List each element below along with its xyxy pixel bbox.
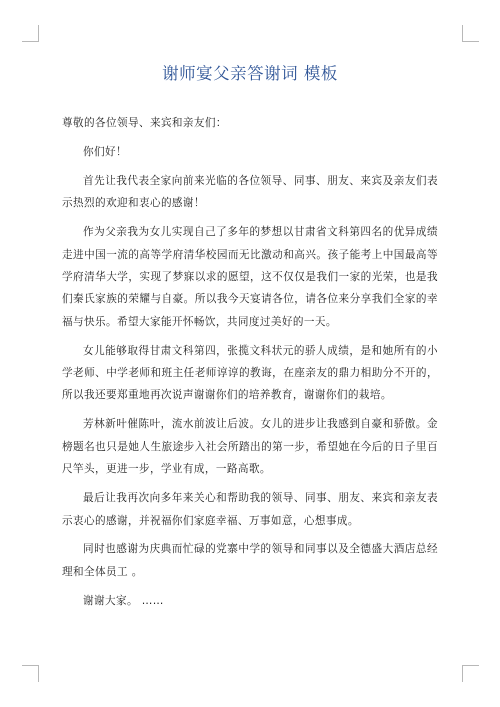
salutation: 尊敬的各位领导、来宾和亲友们：	[62, 117, 227, 129]
greeting: 你们好！	[83, 145, 127, 158]
bottom-left-margin-mark	[22, 665, 39, 682]
paragraph-staff: 同时也感谢为庆典而忙碌的党寨中学的领导和同事以及全德盛大酒店总经理和全体员工 。	[62, 543, 438, 578]
top-right-margin-mark	[462, 25, 479, 42]
paragraph-thanks: 最后让我再次向多年来关心和帮助我的领导、同事、朋友、来宾和亲友表示衷心的感谢，并祝福你们家庭幸福、万事如意，心想事成。	[62, 492, 438, 527]
document-body	[62, 112, 438, 619]
document-title: 谢师宴父亲答谢词 模板	[162, 64, 338, 83]
paragraph-teachers: 女儿能够取得甘肃文科第四，张揽文科状元的骄人成绩，是和她所有的小学老师、中学老师和班主任老师谆谆的教诲，在座亲友的鼎力相助分不开的，所以我还要郑重地再次说声谢谢你们的培养教育，谢谢你们的栽培。	[62, 344, 438, 402]
paragraph-welcome: 首先让我代表全家向前来光临的各位领导、同事、朋友、来宾及亲友们表示热烈的欢迎和衷心的感谢！	[62, 174, 438, 210]
bottom-right-margin-mark	[462, 665, 479, 682]
paragraph-future: 芳林新叶催陈叶，流水前波让后波。女儿的进步让我感到自豪和骄傲。金榜题名也只是她人生旅途步入社会所踏出的第一步，希望她在今后的日子里百尺竿头，更进一步，学业有成，一路高歌。	[62, 418, 438, 476]
paragraph-achievement: 作为父亲我为女儿实现自己了多年的梦想以甘肃省文科第四名的优异成绩走进中国一流的高等学府清华校园而无比激动和高兴。孩子能考上中国最高等学府清华大学，实现了梦寐以求的愿望，这不仅仅是我们一家的光荣，也是我们秦氏家族的荣耀与自豪。所以我今天宴请各位，请各位来分享我们全家的幸福与快乐。希望大家能开怀畅饮，共同度过美好的一天。	[62, 226, 438, 328]
closing: 谢谢大家。 ……	[83, 594, 164, 607]
top-left-margin-mark	[22, 25, 39, 42]
